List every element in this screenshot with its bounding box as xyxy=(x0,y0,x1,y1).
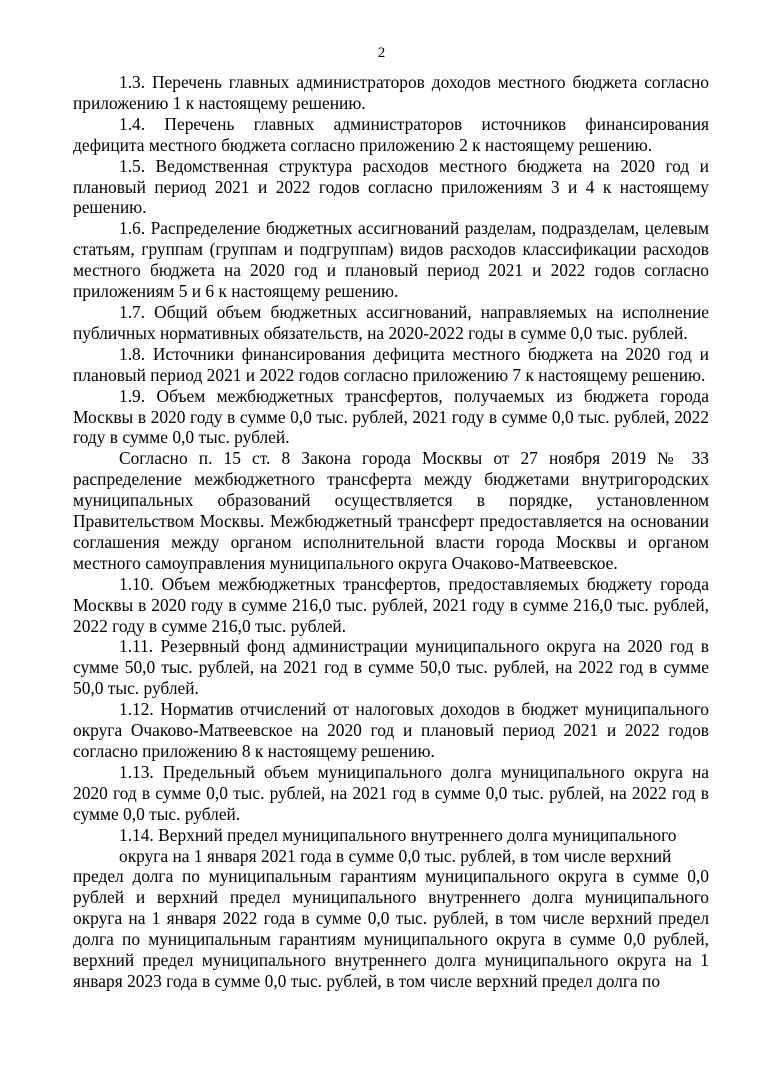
paragraph-1-11: 1.11. Резервный фонд администрации муниципального округа на 2020 год в сумме 50,0 тыс. рублей, на 2021 год в сумме 50,0 тыс. рублей, на 2022 год в сумме 50,0 тыс. рублей. xyxy=(73,636,709,699)
paragraph-1-8: 1.8. Источники финансирования дефицита местного бюджета на 2020 год и плановый период 2021 и 2022 годов согласно приложению 7 к настоящему решению. xyxy=(73,343,709,385)
paragraph-1-3: 1.3. Перечень главных администраторов доходов местного бюджета согласно приложению 1 к настоящему решению. xyxy=(73,72,709,113)
paragraph-1-14-line-2: округа на 1 января 2021 года в сумме 0,0 тыс. рублей, в том числе верхний xyxy=(119,845,672,866)
paragraph-1-7: 1.7. Общий объем бюджетных ассигнований, направляемых на исполнение публичных нормативных обязательств, на 2020-2022 годы в сумме 0,0 тыс. рублей. xyxy=(73,301,709,343)
paragraph-1-14-rest: предел долга по муниципальным гарантиям муниципального округа в сумме 0,0 рублей и верхний предел муниципального внутреннего долга муниципального округа на 1 января 2022 года в сумме 0,0 тыс. рублей, в том числе верхний предел долга по муниципальным гарантиям муниципального округа в сумме 0,0 рублей, верхний предел муниципального внутреннего долга муниципального округа на 1 января 2023 года в сумме 0,0 тыс. рублей, в том числе верхний предел долга по xyxy=(73,866,709,991)
paragraph-1-6: 1.6. Распределение бюджетных ассигнований разделам, подразделам, целевым статьям, группам (группам и подгруппам) видов расходов классификации расходов местного бюджета на 2020 год и плановый период 2021 и 2022 годов согласно приложениям 5 и 6 к настоящему решению. xyxy=(73,218,709,302)
paragraph-law-reference: Согласно п. 15 ст. 8 Закона города Москвы от 27 ноября 2019 № 33 распределение межбюджетного трансферта между бюджетами внутригородских муниципальных образований осуществляется в порядке, установленном Правительством Москвы. Межбюджетный трансферт предоставляется на основании соглашения между органом исполнительной власти города Москвы и органом местного самоуправления муниципального округа Очаково-Матвеевское. xyxy=(73,448,709,573)
page-number: 2 xyxy=(377,45,386,61)
paragraph-1-14 xyxy=(73,825,709,992)
paragraph-1-10: 1.10. Объем межбюджетных трансфертов, предоставляемых бюджету города Москвы в 2020 году в сумме 216,0 тыс. рублей, 2021 году в сумме 216,0 тыс. рублей, 2022 году в сумме 216,0 тыс. рублей. xyxy=(73,573,709,636)
document-body xyxy=(73,72,709,992)
paragraph-1-14-line-1: 1.14. Верхний предел муниципального внутреннего долга муниципального xyxy=(119,824,677,845)
paragraph-1-4: 1.4. Перечень главных администраторов источников финансирования дефицита местного бюджета согласно приложению 2 к настоящему решению. xyxy=(73,113,709,155)
paragraph-1-9: 1.9. Объем межбюджетных трансфертов, получаемых из бюджета города Москвы в 2020 году в сумме 0,0 тыс. рублей, 2021 году в сумме 0,0 тыс. рублей, 2022 году в сумме 0,0 тыс. рублей. xyxy=(73,385,709,448)
paragraph-1-12: 1.12. Норматив отчислений от налоговых доходов в бюджет муниципального округа Очаково-Матвеевское на 2020 год и плановый период 2021 и 2022 годов согласно приложению 8 к настоящему решению. xyxy=(73,699,709,761)
paragraph-1-13: 1.13. Предельный объем муниципального долга муниципального округа на 2020 год в сумме 0,0 тыс. рублей, на 2021 год в сумме 0,0 тыс. рублей, на 2022 год в сумме 0,0 тыс. рублей. xyxy=(73,761,709,824)
paragraph-1-5: 1.5. Ведомственная структура расходов местного бюджета на 2020 год и плановый период 2021 и 2022 годов согласно приложениям 3 и 4 к настоящему решению. xyxy=(73,155,709,218)
